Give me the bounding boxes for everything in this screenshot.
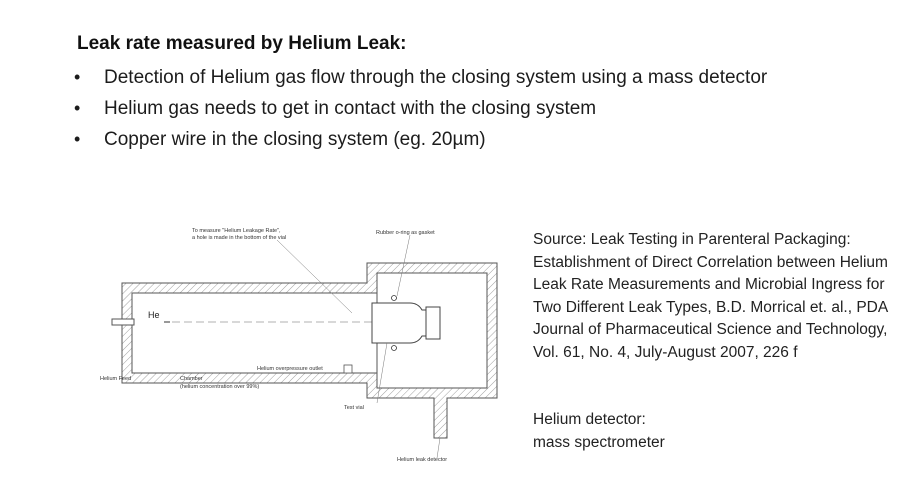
bullet-text: Copper wire in the closing system (eg. 20µm) [104, 129, 486, 150]
bullet-item [72, 128, 832, 151]
bullet-text: Helium gas needs to get in contact with the closing system [104, 98, 597, 119]
oring-top [392, 296, 397, 301]
he-label: He [148, 310, 160, 320]
detector-line1: Helium detector: [533, 411, 646, 428]
detector-line2: mass spectrometer [533, 433, 665, 451]
label-to-measure: a hole is made in the bottom of the vial [192, 235, 287, 241]
bullet-dot: • [74, 98, 81, 118]
detector-note [533, 409, 893, 454]
vial-cap [426, 307, 440, 339]
label-overpressure: Helium overpressure outlet [257, 366, 323, 372]
label-chamber-concentration: (helium concentration over 99%) [180, 384, 260, 390]
bullet-text: Detection of Helium gas flow through the closing system using a mass detector [104, 67, 768, 88]
source-citation: Source: Leak Testing in Parenteral Packaging: Establishment of Direct Correlation between Helium Leak Rate Measurements and Microbial Ingress for Two Different Leak Types, B.D. Morrical et. al., PDA Journal of Pharmaceutical Science and Technology, Vol. 61, No. 4, July-August 2007, 226 f [533, 231, 888, 361]
label-chamber: Chamber [180, 376, 203, 382]
label-test-vial: Test vial [344, 405, 364, 411]
label-rubber-oring: Rubber o-ring as gasket [376, 230, 435, 236]
helium-feed-pipe [112, 319, 134, 325]
label-leak-detector: Helium leak detector [397, 457, 448, 463]
bullet-dot: • [74, 67, 81, 87]
leader-line [437, 438, 440, 458]
chamber-outline [132, 293, 377, 373]
bullet-dot: • [74, 129, 81, 149]
label-to-measure: To measure "Helium Leakage Rate", [192, 228, 281, 234]
label-helium-feed: Helium Feed [100, 376, 132, 382]
bullet-item [72, 97, 832, 120]
oring-bottom [392, 346, 397, 351]
helium-leak-diagram [92, 218, 507, 473]
overpressure-outlet [344, 365, 352, 373]
test-vial [372, 303, 426, 343]
bullet-item [72, 66, 832, 89]
slide-heading: Leak rate measured by Helium Leak: [77, 33, 407, 54]
bullet-list [72, 66, 832, 159]
